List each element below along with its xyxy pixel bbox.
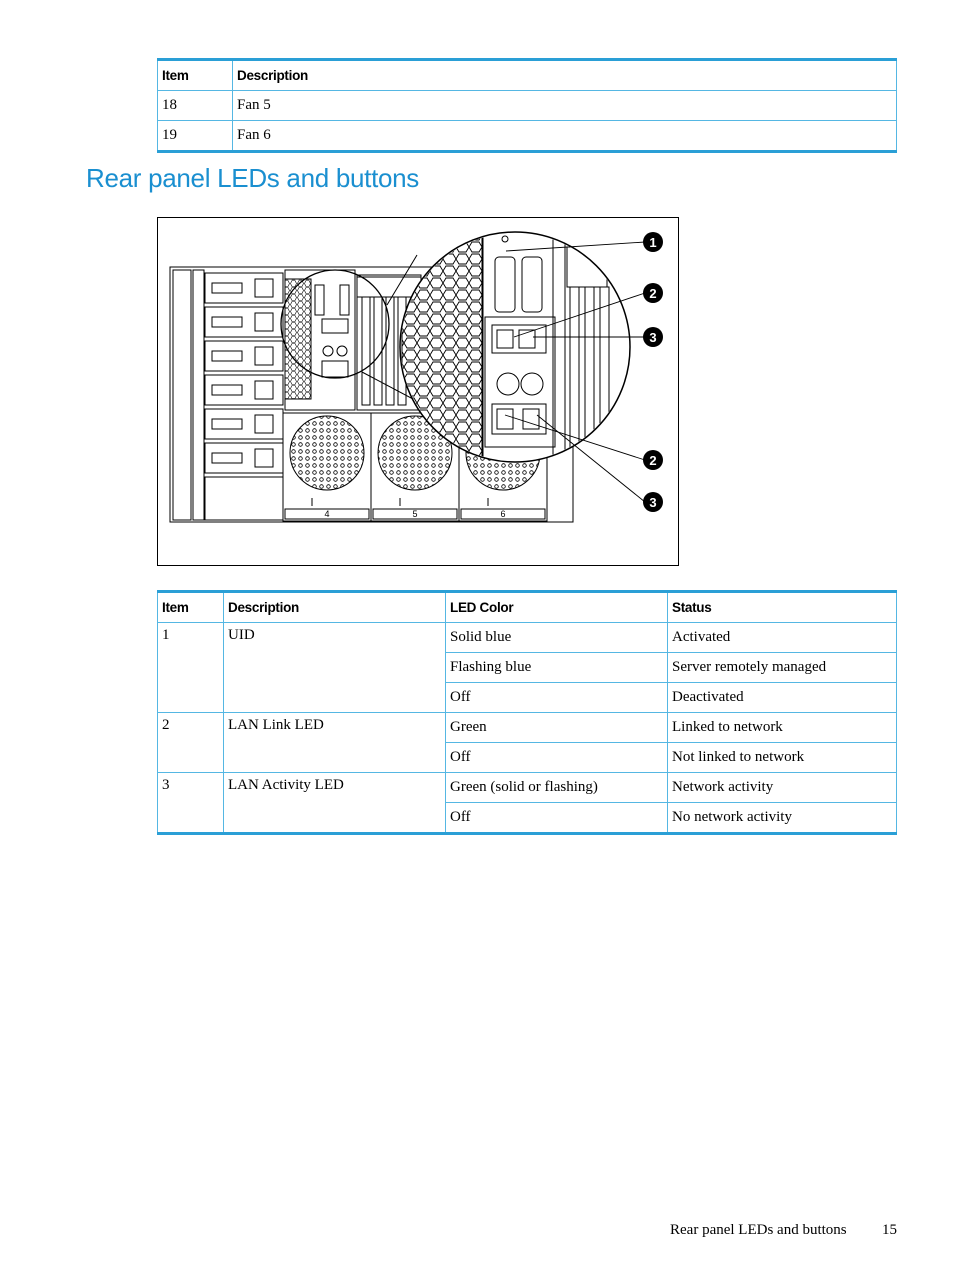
header-description: Description: [224, 592, 446, 623]
cell-description: Fan 5: [233, 91, 897, 121]
table-header-row: [158, 592, 897, 623]
cell-status: Not linked to network: [668, 743, 897, 773]
callout-number: 1: [649, 235, 657, 250]
cell-led-color: Off: [446, 803, 668, 834]
cell-status: Server remotely managed: [668, 653, 897, 683]
table-header-row: [158, 60, 897, 91]
cell-item: 3: [158, 773, 224, 834]
page-number: 15: [882, 1222, 897, 1238]
cell-item: 1: [158, 623, 224, 713]
cell-led-color: Solid blue: [446, 623, 668, 653]
cell-led-color: Green (solid or flashing): [446, 773, 668, 803]
header-description: Description: [233, 60, 897, 91]
rear-panel-figure: [157, 217, 679, 566]
header-item: Item: [158, 592, 224, 623]
fan-label: 6: [500, 509, 506, 519]
table-row: [158, 773, 897, 803]
header-item: Item: [158, 60, 233, 91]
cell-status: Linked to network: [668, 713, 897, 743]
header-status: Status: [668, 592, 897, 623]
cell-led-color: Off: [446, 683, 668, 713]
cell-item: 18: [158, 91, 233, 121]
section-title: Rear panel LEDs and buttons: [86, 163, 420, 193]
cell-status: Deactivated: [668, 683, 897, 713]
footer-section-title: Rear panel LEDs and buttons: [670, 1222, 847, 1238]
callout-number: 3: [649, 495, 657, 510]
led-table: [157, 590, 897, 835]
cell-description: LAN Link LED: [224, 713, 446, 773]
table-row: [158, 91, 897, 121]
callout-number: 3: [649, 330, 657, 345]
callout-number: 2: [649, 453, 657, 468]
cell-description: Fan 6: [233, 121, 897, 152]
header-led-color: LED Color: [446, 592, 668, 623]
cell-led-color: Flashing blue: [446, 653, 668, 683]
cell-item: 19: [158, 121, 233, 152]
cell-status: Network activity: [668, 773, 897, 803]
table-row: [158, 121, 897, 152]
callout-number: 2: [649, 286, 657, 301]
cell-item: 2: [158, 713, 224, 773]
cell-description: UID: [224, 623, 446, 713]
cell-led-color: Green: [446, 713, 668, 743]
fan-label: 5: [412, 509, 418, 519]
cell-description: LAN Activity LED: [224, 773, 446, 834]
cell-led-color: Off: [446, 743, 668, 773]
table-row: [158, 623, 897, 653]
cell-status: No network activity: [668, 803, 897, 834]
fan-label: 4: [324, 509, 330, 519]
fans-table: [157, 58, 897, 153]
table-row: [158, 713, 897, 743]
cell-status: Activated: [668, 623, 897, 653]
